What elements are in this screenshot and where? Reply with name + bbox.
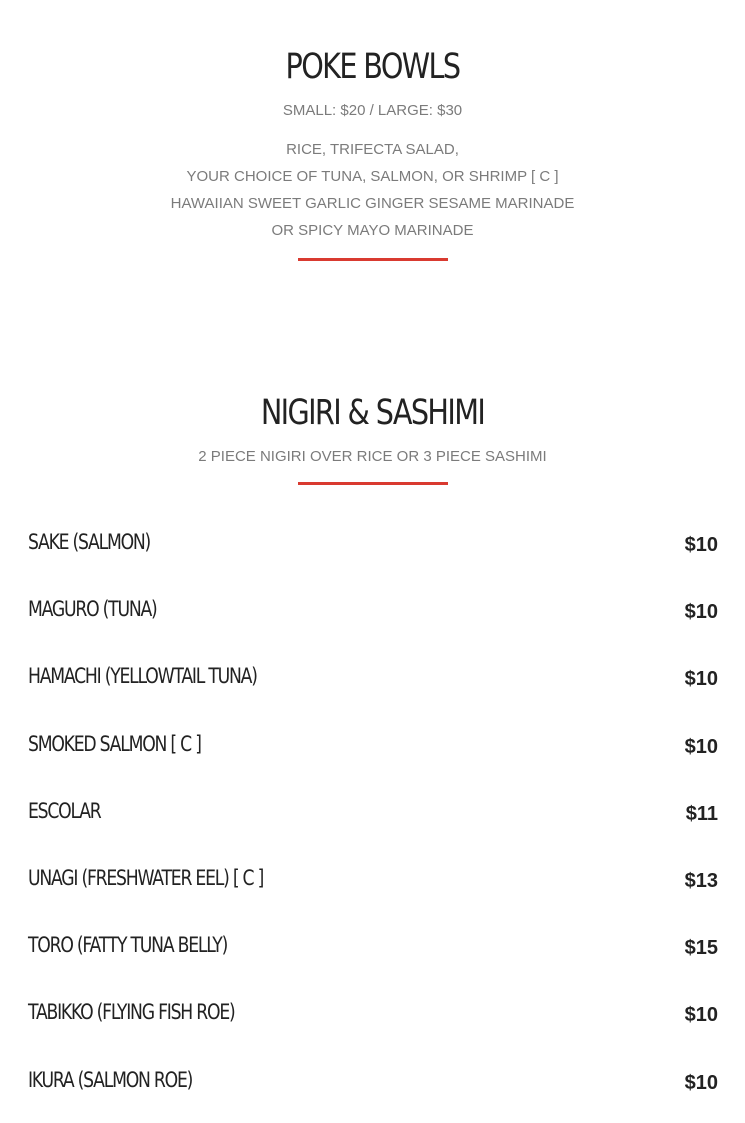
- section-divider: [298, 258, 448, 261]
- item-name: MAGURO (TUNA): [28, 597, 157, 622]
- menu-item: [28, 783, 718, 850]
- item-price: $10: [684, 1071, 718, 1094]
- poke-bowls-title: POKE BOWLS: [285, 47, 460, 87]
- item-price: $11: [685, 802, 718, 825]
- item-name: UNAGI (FRESHWATER EEL) [ C ]: [28, 865, 264, 890]
- menu-item: [28, 984, 718, 1051]
- description-line: HAWAIIAN SWEET GARLIC GINGER SESAME MARINADE: [170, 195, 575, 212]
- item-price: $10: [684, 668, 718, 691]
- item-name: SAKE (SALMON): [28, 530, 151, 554]
- item-price: $10: [684, 534, 718, 556]
- menu-item: [28, 1052, 718, 1119]
- poke-bowls-section: [0, 47, 745, 261]
- item-price: $10: [684, 1004, 718, 1027]
- item-price: $15: [684, 937, 718, 960]
- item-price: $10: [684, 601, 718, 624]
- poke-bowls-sizes: SMALL: $20 / LARGE: $30: [282, 102, 463, 119]
- description-line: OR SPICY MAYO MARINADE: [271, 222, 474, 239]
- item-name: TORO (FATTY TUNA BELLY): [28, 933, 228, 958]
- section-divider: [298, 482, 448, 485]
- nigiri-sashimi-subtitle: 2 PIECE NIGIRI OVER RICE OR 3 PIECE SASHIMI: [198, 448, 547, 465]
- menu-item: [28, 850, 718, 917]
- description-line: YOUR CHOICE OF TUNA, SALMON, OR SHRIMP [ C ]: [186, 168, 559, 185]
- item-price: $13: [684, 869, 718, 892]
- item-price: $10: [684, 735, 718, 758]
- nigiri-sashimi-title: NIGIRI & SASHIMI: [260, 393, 485, 433]
- item-name: ESCOLAR: [28, 798, 101, 823]
- menu-item: [28, 917, 718, 984]
- nigiri-sashimi-section: [0, 393, 745, 485]
- item-name: TABIKKO (FLYING FISH ROE): [28, 1000, 235, 1025]
- item-name: IKURA (SALMON ROE): [28, 1067, 193, 1092]
- menu-item: [28, 648, 718, 715]
- nigiri-menu-list: [28, 514, 718, 1119]
- item-name: SMOKED SALMON [ C ]: [28, 731, 201, 756]
- description-line: RICE, TRIFECTA SALAD,: [286, 141, 459, 158]
- menu-item: [28, 716, 718, 783]
- poke-bowls-description: [0, 136, 745, 244]
- item-name: HAMACHI (YELLOWTAIL TUNA): [28, 664, 257, 689]
- menu-item: [28, 581, 718, 648]
- menu-item: [28, 514, 718, 581]
